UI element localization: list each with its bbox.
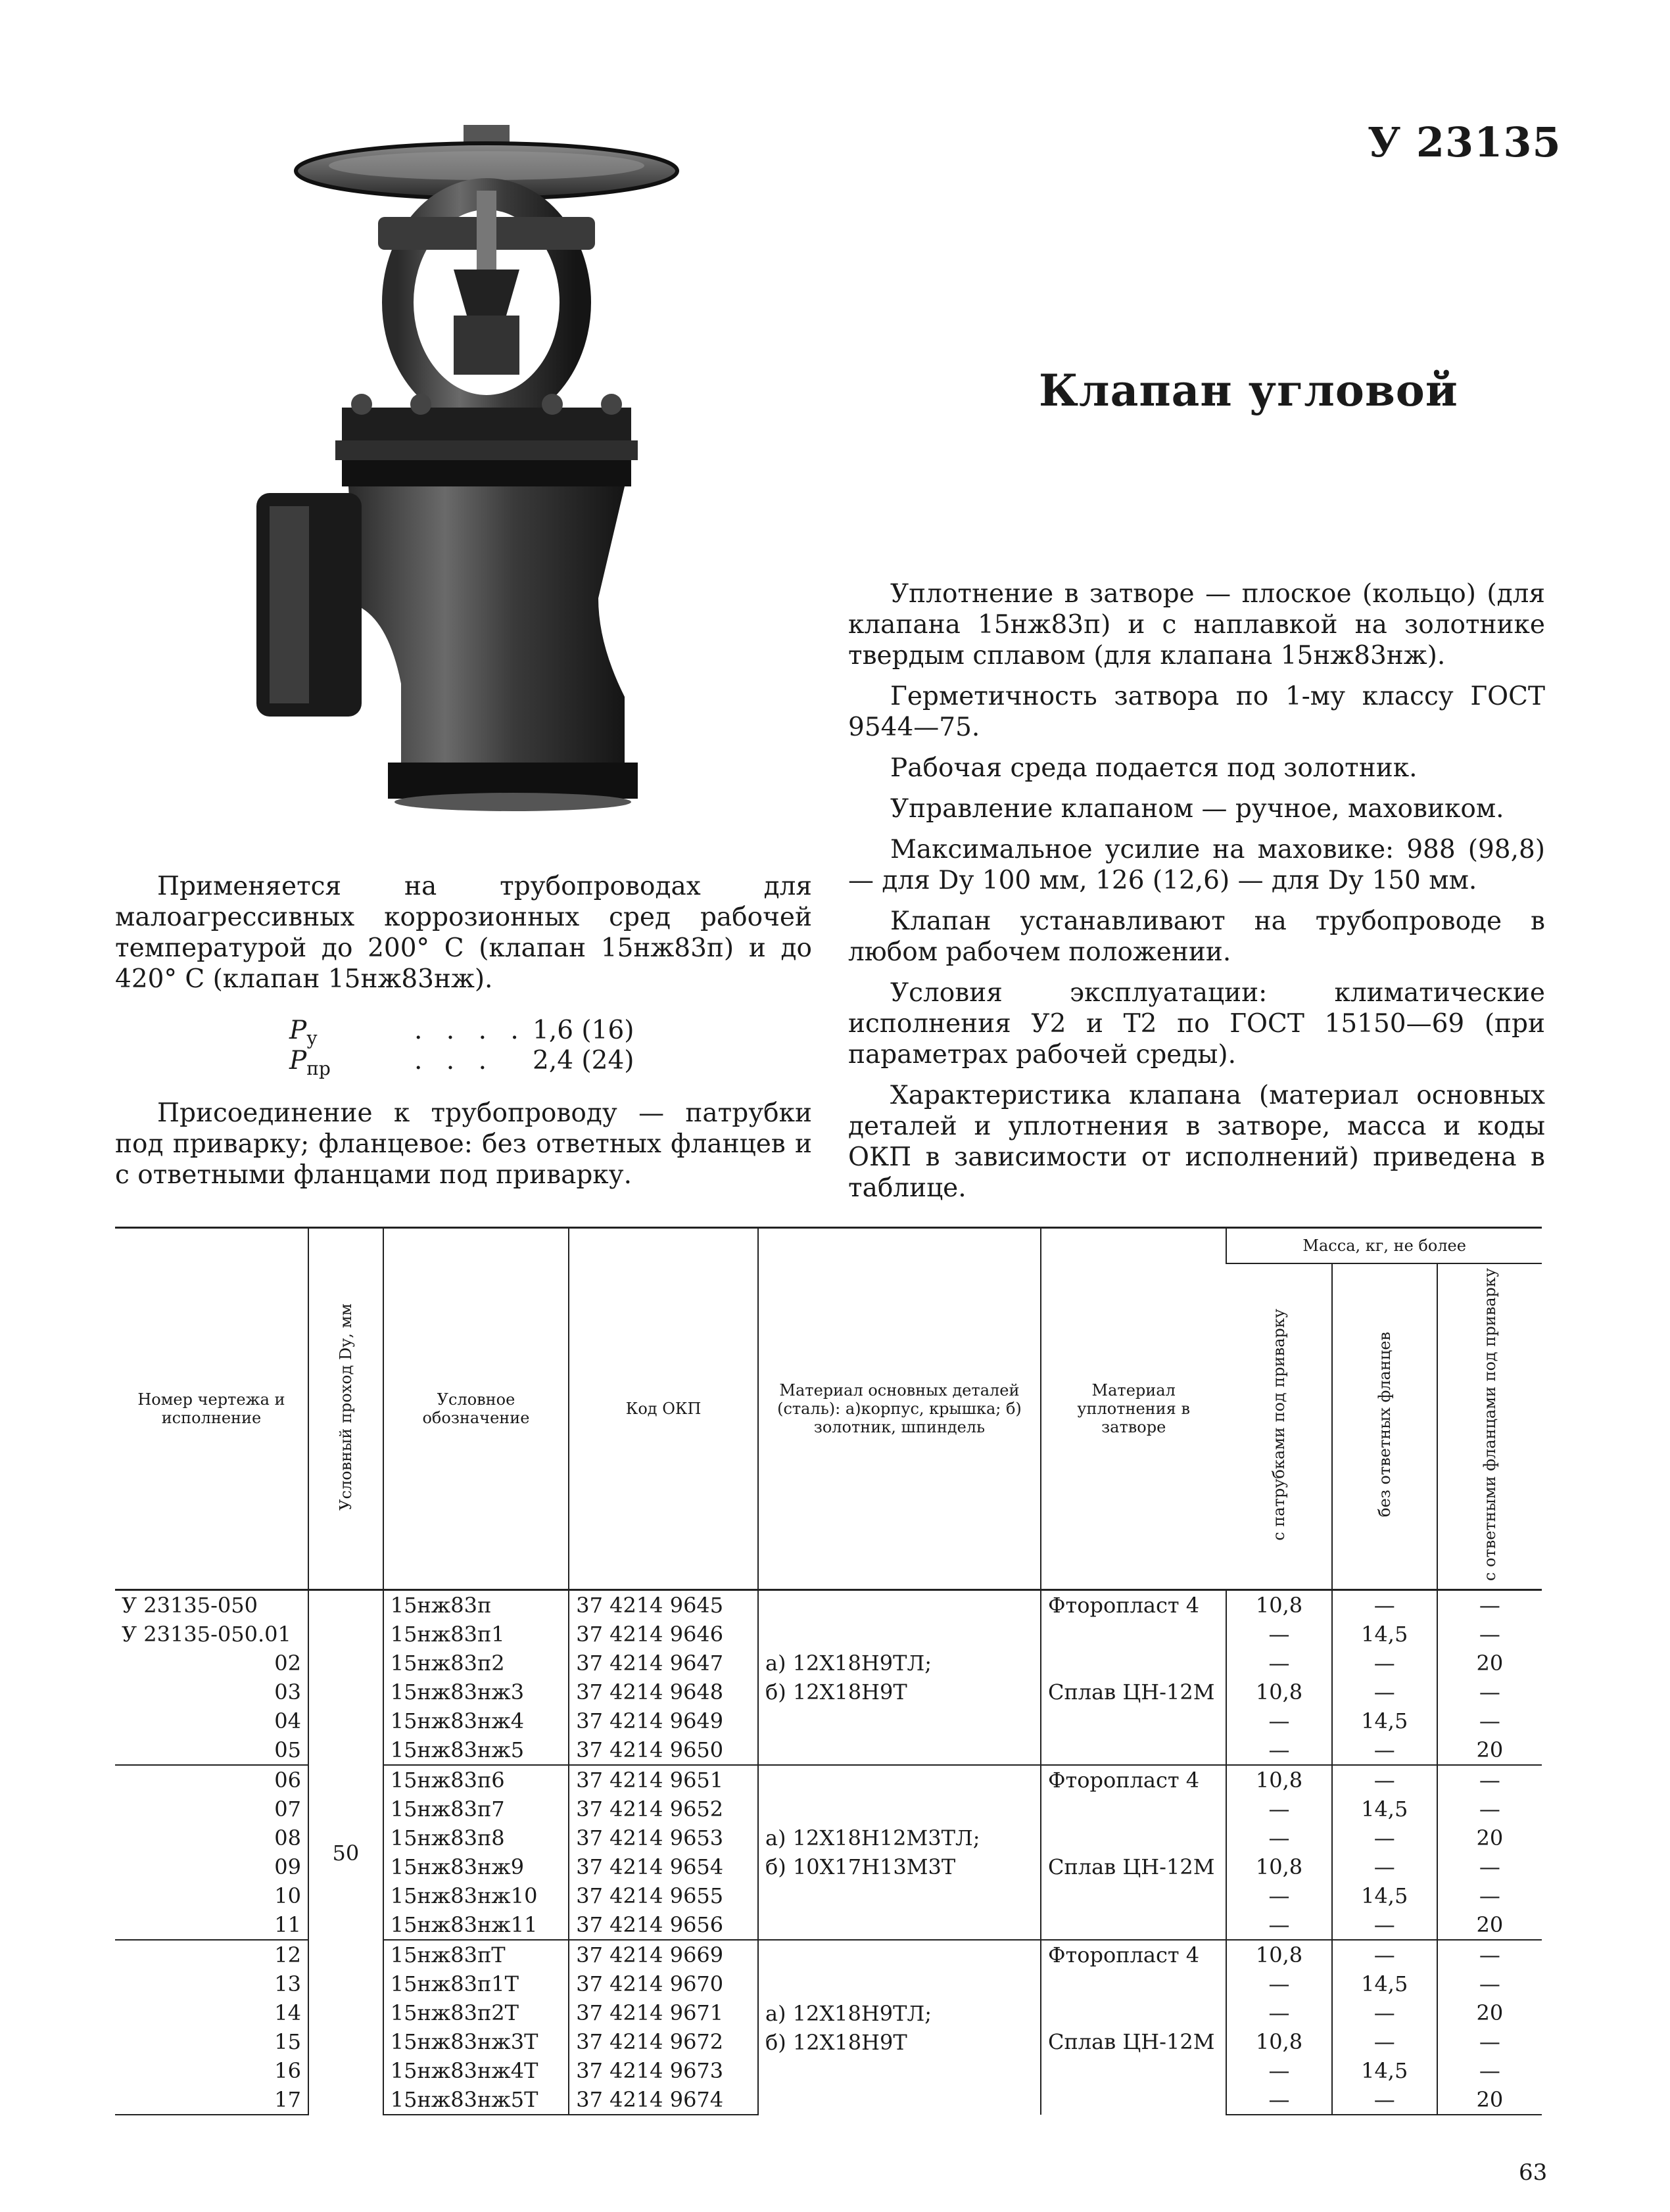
paragraph-connection: Присоединение к трубопроводу — патрубки под приварку; фланцевое: без ответных фланцев и с ответными фланцами под приварку. [115, 1098, 812, 1190]
description-right [848, 578, 1545, 1213]
paragraph-conditions: Условия эксплуатации: климатические исполнения У2 и Т2 по ГОСТ 15150—69 (при параметрах рабочей среды). [848, 978, 1545, 1070]
table-row: 13 15нж83п1Т 37 4214 9670 — 14,5 — [115, 1969, 1542, 1998]
pressure-ppr: $P_{пр}$ . . . 2,4 (24) [289, 1046, 634, 1079]
th-mass-weld: с патрубками под приварку [1270, 1308, 1288, 1541]
th-mass: Масса, кг, не более [1226, 1228, 1542, 1264]
table-row: 15 15нж83нж3Т 37 4214 9672 Сплав ЦН-12М 10,8 — — [115, 2027, 1542, 2056]
th-mass-noflange: без ответных фланцев [1332, 1263, 1437, 1590]
th-drawing: Номер чертежа и исполнение [137, 1390, 285, 1428]
connection-block [115, 1098, 812, 1190]
pressure-py-value: 1,6 (16) [533, 1016, 634, 1045]
material-group-3: а) 12Х18Н9ТЛ; б) 12Х18Н9Т [758, 1940, 1041, 2115]
paragraph-control: Управление клапаном — ручное, маховиком. [890, 794, 1504, 824]
pressure-ppr-value: 2,4 (24) [533, 1046, 634, 1075]
paragraph-application: Применяется на трубопроводах для малоагрессивных коррозионных сред рабочей температурой до 200° С (клапан 15нж83п) и до 420° С (клапан 15нж83нж). [115, 872, 812, 994]
table-row: 02 15нж83п2 37 4214 9647 — — 20 [115, 1649, 1542, 1678]
table-row: 05 15нж83нж5 37 4214 9650 — — 20 [115, 1735, 1542, 1765]
page-title: Клапан угловой [1039, 365, 1458, 416]
table-row: 17 15нж83нж5Т 37 4214 9674 — — 20 [115, 2085, 1542, 2115]
paragraph-medium: Рабочая среда подается под золотник. [890, 753, 1418, 783]
table-row: 14 15нж83п2Т 37 4214 9671 — — 20 [115, 1998, 1542, 2027]
table-row: 16 15нж83нж4Т 37 4214 9673 — 14,5 — [115, 2056, 1542, 2085]
table-row: 09 15нж83нж9 37 4214 9654 Сплав ЦН-12М 10,8 — — [115, 1852, 1542, 1881]
spec-table [115, 1227, 1542, 2115]
th-material: Материал основных деталей (сталь): а)корпус, крышка; б) золотник, шпиндель [758, 1228, 1041, 1590]
dn-value: 50 [308, 1590, 383, 2115]
paragraph-seal: Уплотнение в затворе — плоское (кольцо) (для клапана 15нж83п) и с наплавкой на золотнике твердым сплавом (для клапана 15нж83нж). [848, 579, 1545, 671]
document-code: У 23135 [1368, 118, 1562, 166]
th-designation: Условное обозначение [383, 1228, 569, 1590]
table-row: 04 15нж83нж4 37 4214 9649 — 14,5 — [115, 1706, 1542, 1735]
table-row: 10 15нж83нж10 37 4214 9655 — 14,5 — [115, 1881, 1542, 1910]
paragraph-position: Клапан устанавливают на трубопроводе в любом рабочем положении. [848, 906, 1545, 967]
material-group-2: а) 12Х18Н12М3ТЛ; б) 10Х17Н13М3Т [758, 1765, 1041, 1940]
pressure-py: $P_у$ . . . . 1,6 (16) [289, 1016, 634, 1049]
description-left [115, 871, 812, 1001]
table-row: 11 15нж83нж11 37 4214 9656 — — 20 [115, 1910, 1542, 1940]
paragraph-tightness: Герметичность затвора по 1-му классу ГОСТ 9544—75. [848, 682, 1545, 742]
table-row: У 23135-050 50 15нж83п 37 4214 9645 а) 12Х18Н9ТЛ; б) 12Х18Н9Т Фторопласт 4 10,8 — — [115, 1590, 1542, 1620]
th-okp: Код ОКП [569, 1228, 758, 1590]
table-row: 06 15нж83п6 37 4214 9651 а) 12Х18Н12М3ТЛ; б) 10Х17Н13М3Т Фторопласт 4 10,8 — — [115, 1765, 1542, 1795]
th-dn: Условный проход Dу, мм [308, 1228, 383, 1590]
paragraph-characteristics: Характеристика клапана (материал основных деталей и уплотнения в затворе, масса и коды ОКП в зависимости от исполнений) приведена в таблице. [848, 1081, 1545, 1203]
valve-photo [256, 105, 717, 815]
table-row: 12 15нж83пТ 37 4214 9669 а) 12Х18Н9ТЛ; б) 12Х18Н9Т Фторопласт 4 10,8 — — [115, 1940, 1542, 1969]
table-row: 03 15нж83нж3 37 4214 9648 Сплав ЦН-12М 10,8 — — [115, 1678, 1542, 1706]
table-row: У 23135-050.01 15нж83п1 37 4214 9646 — 14,5 — [115, 1620, 1542, 1649]
table-row: 07 15нж83п7 37 4214 9652 — 14,5 — [115, 1795, 1542, 1824]
material-group-1: а) 12Х18Н9ТЛ; б) 12Х18Н9Т [758, 1590, 1041, 1766]
table-row: 08 15нж83п8 37 4214 9653 — — 20 [115, 1824, 1542, 1852]
page-number: 63 [1519, 2159, 1548, 2186]
th-seal: Материал уплотнения в затворе [1041, 1228, 1226, 1590]
paragraph-force: Максимальное усилие на маховике: 988 (98,8) — для Dу 100 мм, 126 (12,6) — для Dу 150 мм. [848, 835, 1545, 895]
th-mass-flange: с ответными фланцами под приварку [1437, 1263, 1542, 1590]
